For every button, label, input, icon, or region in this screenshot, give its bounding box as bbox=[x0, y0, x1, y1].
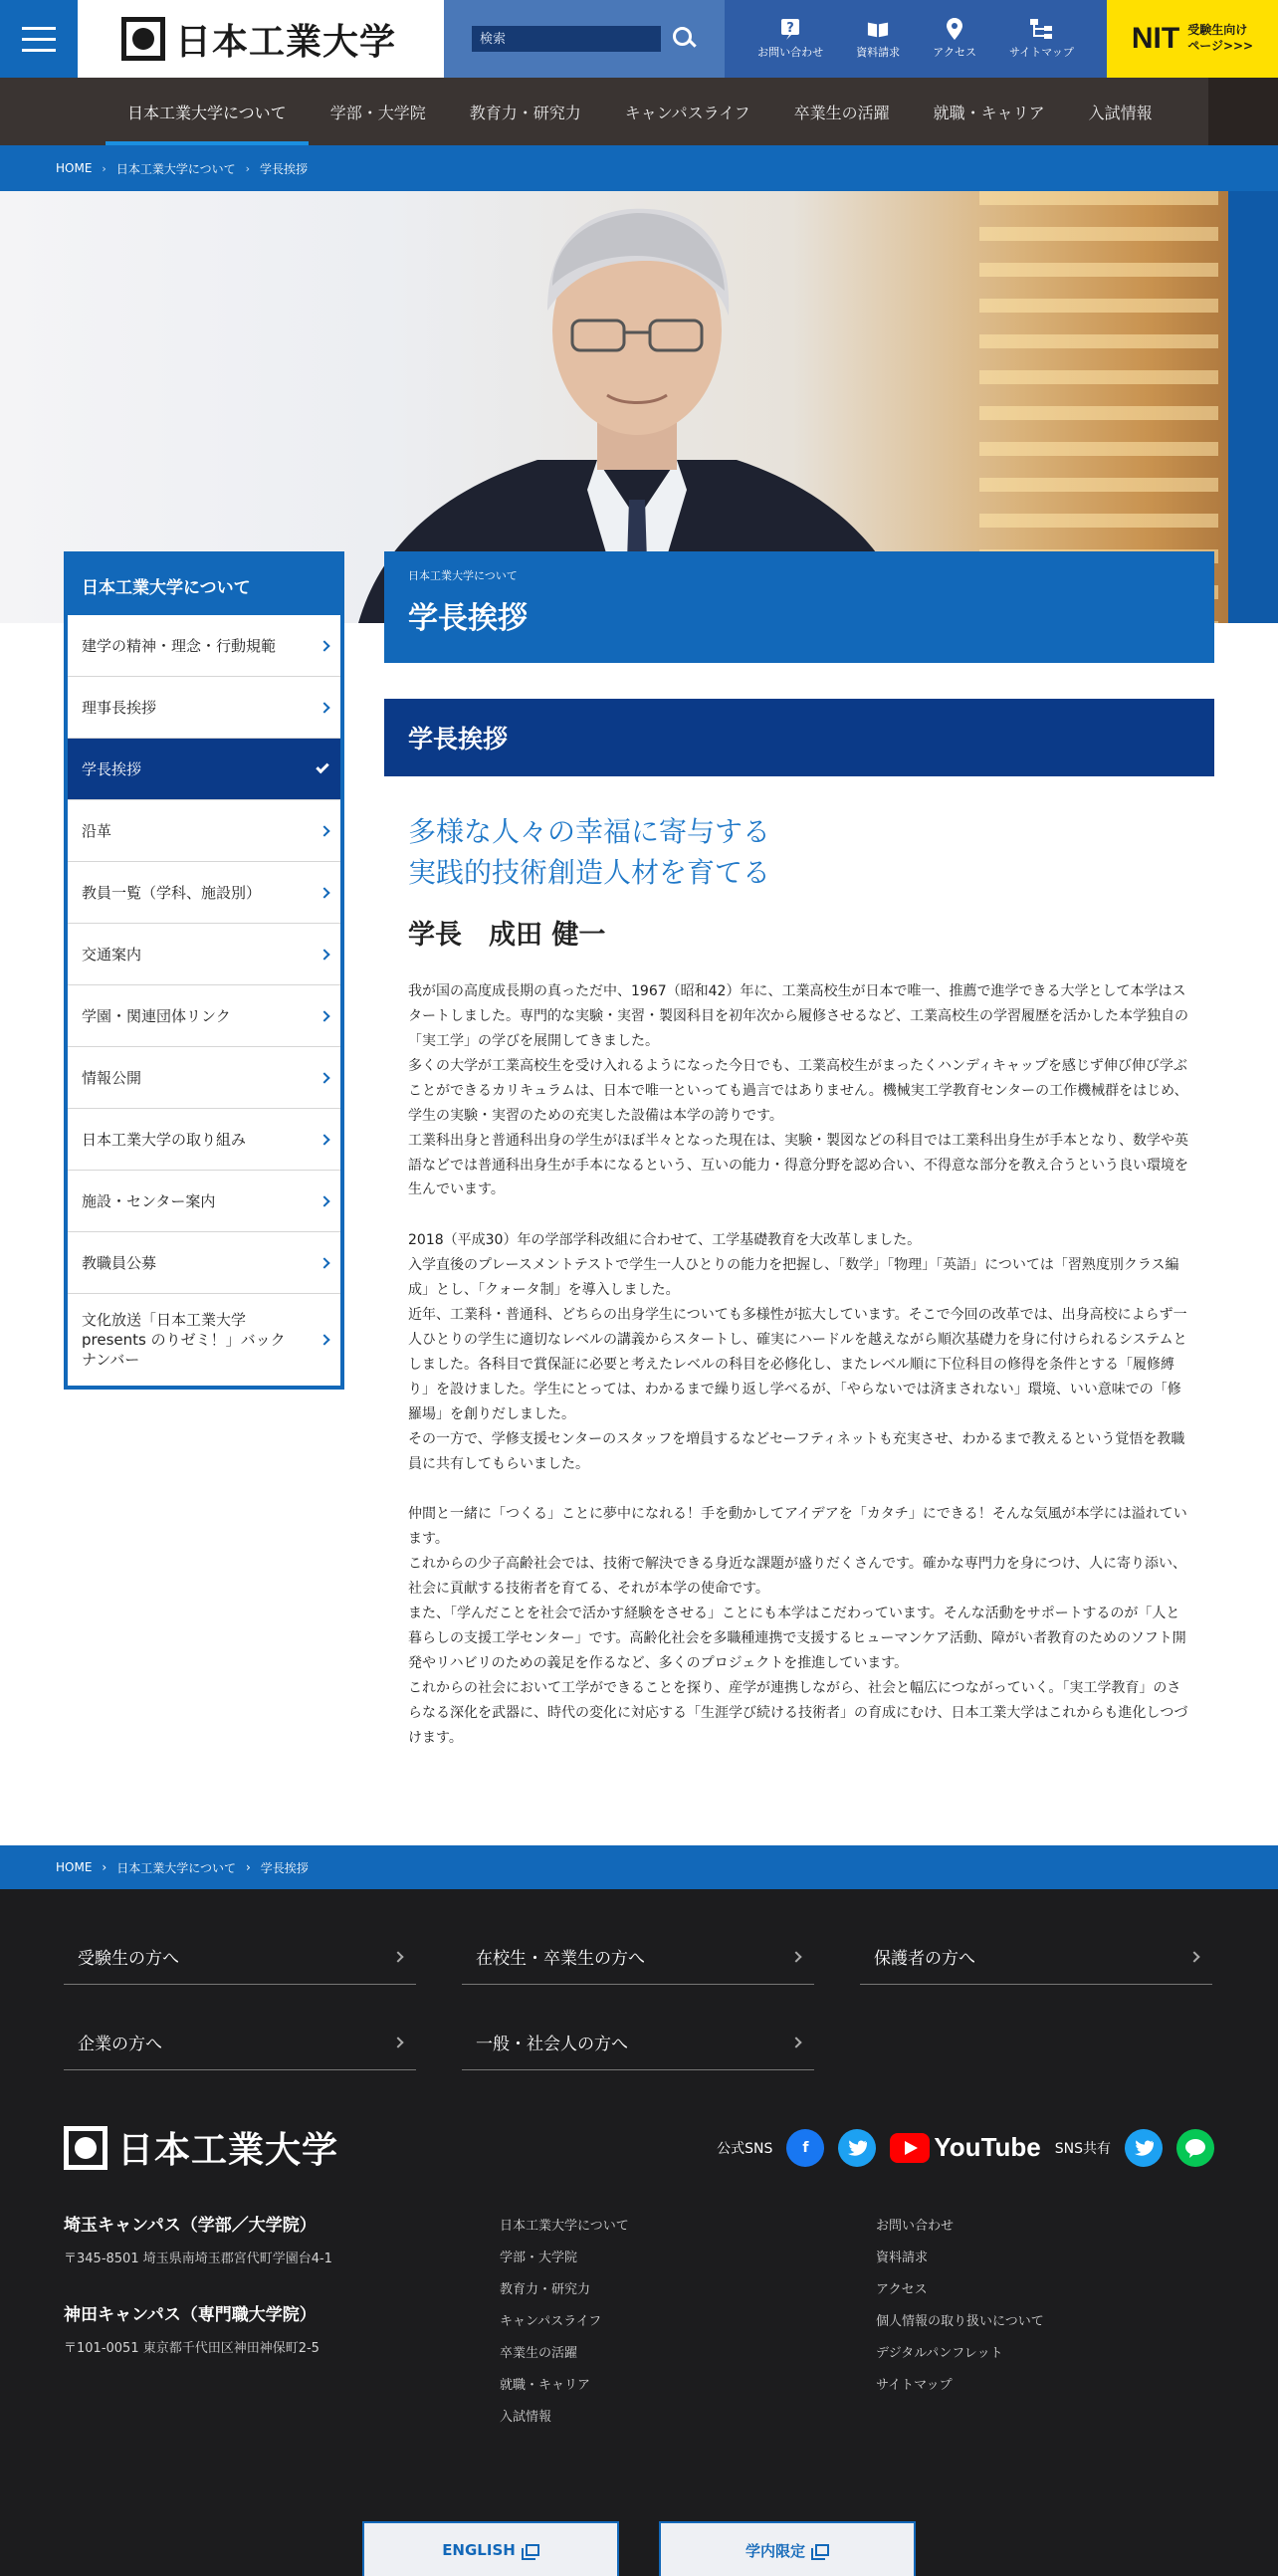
brochure-link[interactable] bbox=[856, 18, 900, 60]
footer-link[interactable]: 資料請求 bbox=[876, 2251, 929, 2266]
breadcrumb-separator-icon: › bbox=[245, 161, 250, 175]
breadcrumb-separator-icon: › bbox=[245, 1860, 251, 1875]
sidebar-item-label: 情報公開 bbox=[82, 1069, 142, 1087]
intranet-button-label: 学内限定 bbox=[745, 2541, 805, 2560]
external-window-icon bbox=[526, 2544, 539, 2556]
breadcrumb bbox=[0, 145, 1278, 191]
chevron-right-icon bbox=[319, 1195, 329, 1206]
audience-link-applicants[interactable] bbox=[64, 1929, 416, 1985]
campus-kanda bbox=[64, 2300, 500, 2356]
site-logo[interactable] bbox=[78, 0, 444, 78]
footer-link[interactable]: 入試情報 bbox=[500, 2410, 552, 2426]
audience-link-label: 企業の方へ bbox=[78, 2035, 162, 2055]
nit-label-line1: 受験生向け bbox=[1187, 23, 1248, 38]
footer-link[interactable]: 日本工業大学について bbox=[500, 2219, 629, 2235]
chevron-right-icon bbox=[319, 887, 329, 898]
sidebar-item-label: 教員一覧（学科、施設別） bbox=[82, 884, 262, 902]
chevron-right-icon bbox=[1188, 1951, 1199, 1962]
page-subtitle: 日本工業大学について bbox=[408, 569, 518, 582]
twitter-share-icon[interactable] bbox=[1125, 2129, 1163, 2167]
sidebar-item-label: 交通案内 bbox=[82, 946, 142, 964]
sitemap-link[interactable] bbox=[1009, 18, 1074, 60]
lead-line-2: 実践的技術創造人材を育てる bbox=[408, 855, 771, 889]
campus-address: 〒345-8501 埼玉県南埼玉郡宮代町学園台4-1 bbox=[64, 2252, 332, 2267]
chevron-right-icon bbox=[392, 1951, 403, 1962]
twitter-icon[interactable] bbox=[838, 2129, 876, 2167]
english-site-button[interactable] bbox=[362, 2521, 619, 2576]
footer-columns bbox=[64, 2211, 1214, 2434]
page-title: 学長挨拶 bbox=[408, 601, 528, 636]
audience-link-label: 保護者の方へ bbox=[874, 1949, 975, 1970]
breadcrumb-current: 学長挨拶 bbox=[259, 161, 308, 176]
global-nav bbox=[0, 78, 1278, 145]
sidebar-item-label: 日本工業大学の取り組み bbox=[82, 1131, 247, 1149]
audience-link-parents[interactable] bbox=[860, 1929, 1212, 1985]
footer-brand-row bbox=[64, 2122, 1214, 2173]
campus-name: 埼玉キャンパス（学部／大学院） bbox=[64, 2216, 317, 2237]
sidebar-item-related-links[interactable] bbox=[68, 985, 340, 1047]
footer-links-col2 bbox=[876, 2211, 1044, 2434]
book-icon bbox=[867, 18, 889, 40]
logo-mark-icon bbox=[121, 17, 165, 61]
breadcrumb-home[interactable]: HOME bbox=[56, 161, 93, 175]
sitemap-icon bbox=[1030, 18, 1052, 40]
paragraph: 我が国の高度成長期の真っただ中、1967（昭和42）年に、工業高校生が日本で唯一、推薦で進学できる大学として本学はスタートしました。専門的な実験・実習・製図科目を初年次から履修させるなど、工業高校生の学習履歴を活かした本学独自の「実工学」の学びを展開してきました。 多くの大学が工業高校生を受け入れるようになった今日でも、工業高校生がまったくハンディキャップを感じず伸び伸び学ぶことができるカリキュラムは、日本で唯一といっても過言ではありません。機械実工学教育センターの工作機械群をはじめ、学生の実験・実習のための充実した設備は本学の誇りです。 工業科出身と普通科出身の学生がほぼ半々となった現在は、実験・製図などの科目では工業科出身生が手本となり、数学や英語などでは普通科出身生が手本になるという、互いの能力・得意分野を認め合い、不得意な部分を教え合うという良い環境を生んでいます。 bbox=[408, 983, 1188, 1198]
sidebar-item-initiatives[interactable] bbox=[68, 1109, 340, 1171]
sidebar-item-label: 建学の精神・理念・行動規範 bbox=[82, 637, 277, 655]
utility-nav bbox=[725, 0, 1107, 78]
article-body bbox=[384, 776, 1214, 1750]
campus-name: 神田キャンパス（専門職大学院） bbox=[64, 2305, 317, 2326]
youtube-icon[interactable] bbox=[890, 2132, 1040, 2163]
lead-heading bbox=[408, 812, 1188, 893]
chevron-right-icon bbox=[790, 1951, 801, 1962]
share-label: SNS共有 bbox=[1054, 2140, 1111, 2157]
sns-links bbox=[717, 2129, 1214, 2167]
facebook-icon[interactable]: f bbox=[786, 2129, 824, 2167]
english-button-label: ENGLISH bbox=[442, 2541, 516, 2560]
breadcrumb-about[interactable]: 日本工業大学について bbox=[115, 161, 236, 176]
brochure-label: 資料請求 bbox=[856, 46, 901, 59]
logo-mark-icon bbox=[64, 2126, 107, 2170]
page-title-box bbox=[384, 551, 1214, 663]
footer-logo[interactable] bbox=[64, 2122, 338, 2173]
audience-link-label: 在校生・卒業生の方へ bbox=[476, 1949, 645, 1970]
sidebar-item-label: 理事長挨拶 bbox=[82, 699, 157, 717]
svg-text:?: ? bbox=[786, 21, 794, 36]
gnav-item-career[interactable]: 就職・キャリア bbox=[933, 103, 1045, 122]
check-icon bbox=[316, 760, 328, 773]
campus-info bbox=[64, 2211, 500, 2434]
gnav-item-faculties[interactable]: 学部・大学院 bbox=[329, 103, 426, 122]
footer-buttons bbox=[64, 2521, 1214, 2576]
nit-label-line2: ページ>>> bbox=[1187, 39, 1254, 53]
sidebar-item-label: 学長挨拶 bbox=[82, 760, 142, 778]
hamburger-menu-button[interactable] bbox=[0, 0, 78, 78]
breadcrumb-separator-icon: › bbox=[102, 1860, 107, 1875]
sidebar-item-chairman-message[interactable] bbox=[68, 677, 340, 739]
breadcrumb-separator-icon: › bbox=[102, 161, 106, 175]
audience-link-public[interactable] bbox=[462, 2015, 814, 2070]
audience-link-label: 受験生の方へ bbox=[78, 1949, 179, 1970]
sidebar-item-label: 沿革 bbox=[82, 822, 112, 840]
nit-applicant-page-button[interactable] bbox=[1107, 0, 1278, 78]
nit-logo-text: NIT bbox=[1131, 22, 1180, 55]
sidebar-header: 日本工業大学について bbox=[68, 555, 340, 615]
campus-address: 〒101-0051 東京都千代田区神田神保町2-5 bbox=[64, 2341, 320, 2357]
footer-logo-text: 日本工業大学 bbox=[117, 2130, 339, 2172]
sidebar bbox=[64, 551, 344, 1390]
breadcrumb-current: 学長挨拶 bbox=[260, 1860, 309, 1875]
sidebar-item-disclosure[interactable] bbox=[68, 1047, 340, 1109]
footer-link[interactable]: お問い合わせ bbox=[876, 2219, 955, 2235]
lead-line-1: 多様な人々の幸福に寄与する bbox=[408, 815, 771, 848]
contact-label: お問い合わせ bbox=[757, 46, 824, 59]
chevron-right-icon bbox=[790, 2037, 801, 2047]
contact-link[interactable] bbox=[757, 18, 823, 60]
chevron-right-icon bbox=[319, 825, 329, 836]
chevron-right-icon bbox=[319, 1257, 329, 1268]
map-pin-icon bbox=[944, 18, 965, 40]
breadcrumb-bottom bbox=[0, 1845, 1278, 1889]
footer-link[interactable]: アクセス bbox=[876, 2282, 928, 2298]
sitemap-label: サイトマップ bbox=[1009, 46, 1074, 59]
sidebar-item-founding-spirit[interactable] bbox=[68, 615, 340, 677]
audience-links bbox=[64, 1929, 1214, 2070]
chevron-right-icon bbox=[319, 1072, 329, 1083]
sidebar-item-recruitment[interactable] bbox=[68, 1232, 340, 1294]
sidebar-item-facilities[interactable] bbox=[68, 1171, 340, 1232]
audience-link-students-alumni[interactable] bbox=[462, 1929, 814, 1985]
youtube-wordmark: YouTube bbox=[934, 2132, 1041, 2163]
sidebar-item-history[interactable] bbox=[68, 800, 340, 862]
breadcrumb-about[interactable]: 日本工業大学について bbox=[116, 1860, 236, 1875]
sidebar-item-label: 施設・センター案内 bbox=[82, 1192, 216, 1210]
audience-link-label: 一般・社会人の方へ bbox=[476, 2035, 628, 2055]
footer-links-col1 bbox=[500, 2211, 876, 2434]
access-label: アクセス bbox=[933, 46, 976, 59]
breadcrumb-home[interactable]: HOME bbox=[56, 1860, 93, 1875]
president-signature: 学長 成田 健一 bbox=[408, 920, 606, 952]
footer-link[interactable]: 個人情報の取り扱いについて bbox=[876, 2314, 1044, 2330]
nit-label bbox=[1187, 23, 1253, 54]
sidebar-item-faculty-list[interactable] bbox=[68, 862, 340, 924]
paragraph: 2018（平成30）年の学部学科改組に合わせて、工学基礎教育を大改革しました。 入学直後のプレースメントテストで学生一人ひとりの能力を把握し、「数学」「物理」「英語」については「習熟度別クラス編成」とし、「クォータ制」を導入しました。 近年、工業科・普通科、どちらの出身学生についても多様性が拡大しています。そこで今回の改革では、出身高校によらず一人ひとりの学生に適切なレベルの講義からスタートし、確実にハードルを越えながら順次基礎力を身に付けられるシステムとしました。各科目で賞保証に必要と考えたレベルの科目を必修化し、またレベル順に下位科目の修得を条件とする「履修縛り」を設けました。学生にとっては、わかるまで繰り返し学べるが、「やらないでは済まされない」環境、いい意味での「修羅場」を創りだしました。 その一方で、学修支援センターのスタッフを増員するなどセーフティネットも充実させ、わかるまで教えるという覚悟を教職員に共有してもらいました。 bbox=[408, 1232, 1187, 1472]
footer-link[interactable]: サイトマップ bbox=[876, 2378, 953, 2394]
chevron-right-icon bbox=[319, 1010, 329, 1021]
sidebar-item-president-message[interactable] bbox=[68, 739, 340, 800]
campus-saitama bbox=[64, 2211, 500, 2266]
footer-link[interactable]: 学部・大学院 bbox=[500, 2251, 578, 2266]
gnav-item-alumni[interactable]: 卒業生の活躍 bbox=[793, 103, 890, 122]
footer-link[interactable]: キャンパスライフ bbox=[500, 2314, 602, 2330]
footer-link[interactable]: 卒業生の活躍 bbox=[500, 2346, 578, 2362]
gnav-item-campus-life[interactable]: キャンパスライフ bbox=[624, 103, 750, 122]
chevron-right-icon bbox=[319, 640, 329, 651]
chevron-right-icon bbox=[319, 949, 329, 960]
intranet-button[interactable] bbox=[659, 2521, 916, 2576]
site-header bbox=[0, 0, 1278, 78]
chevron-right-icon bbox=[319, 702, 329, 713]
article bbox=[384, 569, 1214, 1776]
sidebar-item-label: 学園・関連団体リンク bbox=[82, 1007, 231, 1025]
site-footer bbox=[0, 1889, 1278, 2576]
question-icon bbox=[779, 18, 801, 40]
sns-label: 公式SNS bbox=[717, 2140, 773, 2157]
sidebar-item-label: 文化放送「日本工業大学presents のりゼミ！」バックナンバー bbox=[82, 1310, 286, 1370]
gnav-item-about[interactable]: 日本工業大学について bbox=[106, 78, 309, 145]
section-heading: 学長挨拶 bbox=[384, 699, 1214, 776]
search-area bbox=[444, 0, 725, 78]
paragraph: 仲間と一緒に「つくる」ことに夢中になれる！手を動かしてアイデアを「カタチ」にできる！そんな気風が本学には溢れています。 これからの少子高齢社会では、技術で解決できる身近な課題が盛りだくさんです。確かな専門力を身につけ、人に寄り添い、社会に貢献する技術者を育てる、それが本学の使命です。 また、「学んだことを社会で活かす経験をさせる」ことにも本学はこだわっています。そんな活動をサポートするのが「人と暮らしの支援工学センター」です。高齢化社会を多職種連携で支援するヒューマンケア活動、障がい者教育のためのソフト開発やリハビリのための義足を作るなど、多くのプロジェクトを推進しています。 これからの社会において工学ができることを探り、産学が連携しながら、社会と幅広につながっていく。「実工学教育」のさらなる深化を武器に、時代の変化に対応する「生涯学び続ける技術者」の育成にむけ、日本工業大学はこれからも進化しつづけます。 bbox=[408, 1506, 1188, 1746]
search-input[interactable] bbox=[472, 26, 661, 52]
sidebar-item-transportation[interactable] bbox=[68, 924, 340, 985]
search-icon[interactable] bbox=[669, 24, 699, 54]
gnav-item-admissions[interactable]: 入試情報 bbox=[1088, 103, 1153, 122]
audience-link-companies[interactable] bbox=[64, 2015, 416, 2070]
footer-link[interactable]: 教育力・研究力 bbox=[500, 2282, 591, 2298]
access-link[interactable] bbox=[933, 18, 976, 60]
line-share-icon[interactable] bbox=[1176, 2129, 1214, 2167]
footer-link[interactable]: デジタルパンフレット bbox=[876, 2346, 1003, 2362]
external-window-icon bbox=[815, 2544, 829, 2556]
sidebar-item-label: 教職員公募 bbox=[82, 1254, 157, 1272]
chevron-right-icon bbox=[319, 1334, 329, 1345]
sidebar-item-radio-backnumber[interactable] bbox=[68, 1294, 340, 1386]
main-content-area bbox=[0, 569, 1278, 1845]
chevron-right-icon bbox=[319, 1134, 329, 1145]
gnav-item-education-research[interactable]: 教育力・研究力 bbox=[469, 103, 581, 122]
hero-blue-bar bbox=[1228, 191, 1278, 623]
footer-link[interactable]: 就職・キャリア bbox=[500, 2378, 591, 2394]
youtube-play-icon bbox=[890, 2133, 930, 2163]
logo-text: 日本工業大学 bbox=[175, 21, 397, 63]
chevron-right-icon bbox=[392, 2037, 403, 2047]
gnav-shade bbox=[1208, 78, 1278, 145]
